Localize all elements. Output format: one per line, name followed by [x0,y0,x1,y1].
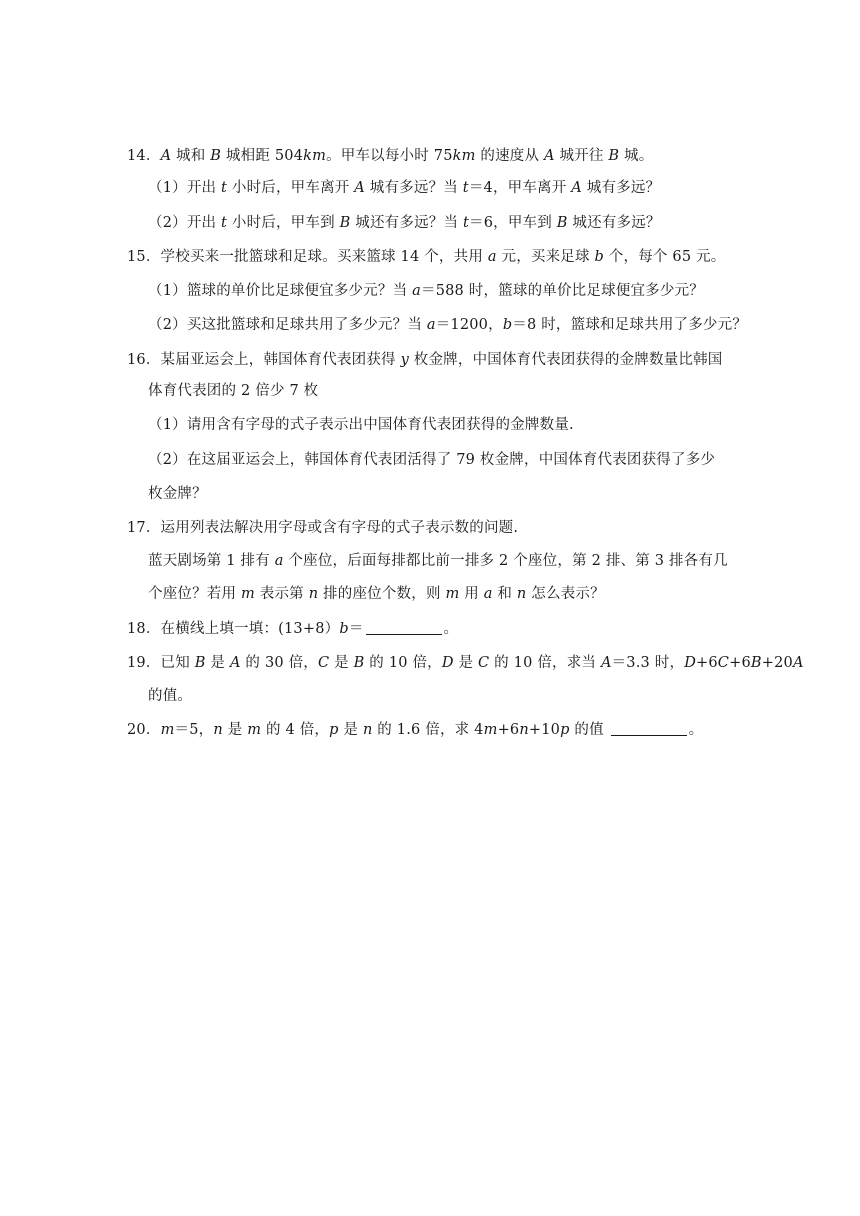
problem-20-answer-blank[interactable] [611,721,687,736]
problem-16-stem-line-1: 16．某届亚运会上，韩国体育代表团获得 y 枚金牌，中国体育代表团获得的金牌数量比韩国 [127,352,723,368]
problem-19-line-2: 的值。 [148,688,193,704]
problem-15-stem: 15．学校买来一批篮球和足球。买来篮球 14 个，共用 a 元，买来足球 b 个，每个 65 元。 [127,249,726,265]
problem-17-body-line-2: 个座位？若用 m 表示第 n 排的座位个数，则 m 用 a 和 n 怎么表示？ [148,586,605,602]
problem-14-stem: 14．A 城和 B 城相距 504km。甲车以每小时 75km 的速度从 A 城开往 B 城。 [127,148,654,164]
problem-16-question-1: （1）请用含有字母的式子表示出中国体育代表团获得的金牌数量. [148,417,574,433]
problem-20 [127,720,703,740]
problem-15-question-1: （1）篮球的单价比足球便宜多少元？当 a＝588 时，篮球的单价比足球便宜多少元？ [148,283,704,299]
problem-18-text: 18．在横线上填一填：(13+8）b＝ [127,621,364,637]
problem-16-stem-line-2: 体育代表团的 2 倍少 7 枚 [148,383,319,399]
problem-18-end: 。 [443,621,459,637]
problem-16-question-2-line-1: （2）在这届亚运会上，韩国体育代表团活得了 79 枚金牌，中国体育代表团获得了多少 [148,452,716,468]
problem-17-stem: 17．运用列表法解决用字母或含有字母的式子表示数的问题. [127,520,519,536]
problem-14-question-2: （2）开出 t 小时后，甲车到 B 城还有多远？当 t＝6，甲车到 B 城还有多远？ [148,215,661,231]
problem-15-question-2: （2）买这批篮球和足球共用了多少元？当 a＝1200，b＝8 时，篮球和足球共用了多少元？ [148,317,748,333]
problem-19-line-1: 19．已知 B 是 A 的 30 倍，C 是 B 的 10 倍，D 是 C 的 10 倍，求当 A＝3.3 时，D+6C+6B+20A [127,655,804,671]
problem-18-answer-blank[interactable] [366,620,442,635]
problem-14-question-1: （1）开出 t 小时后，甲车离开 A 城有多远？当 t＝4，甲车离开 A 城有多远？ [148,180,661,196]
problem-18 [127,619,458,639]
problem-16-question-2-line-2: 枚金牌？ [148,486,207,502]
problem-20-text: 20．m＝5，n 是 m 的 4 倍，p 是 n 的 1.6 倍，求 4m+6n+10p 的值 [127,722,609,738]
problem-17-body-line-1: 蓝天剧场第 1 排有 a 个座位，后面每排都比前一排多 2 个座位，第 2 排、第 3 排各有几 [148,553,728,569]
problem-20-end: 。 [688,722,704,738]
